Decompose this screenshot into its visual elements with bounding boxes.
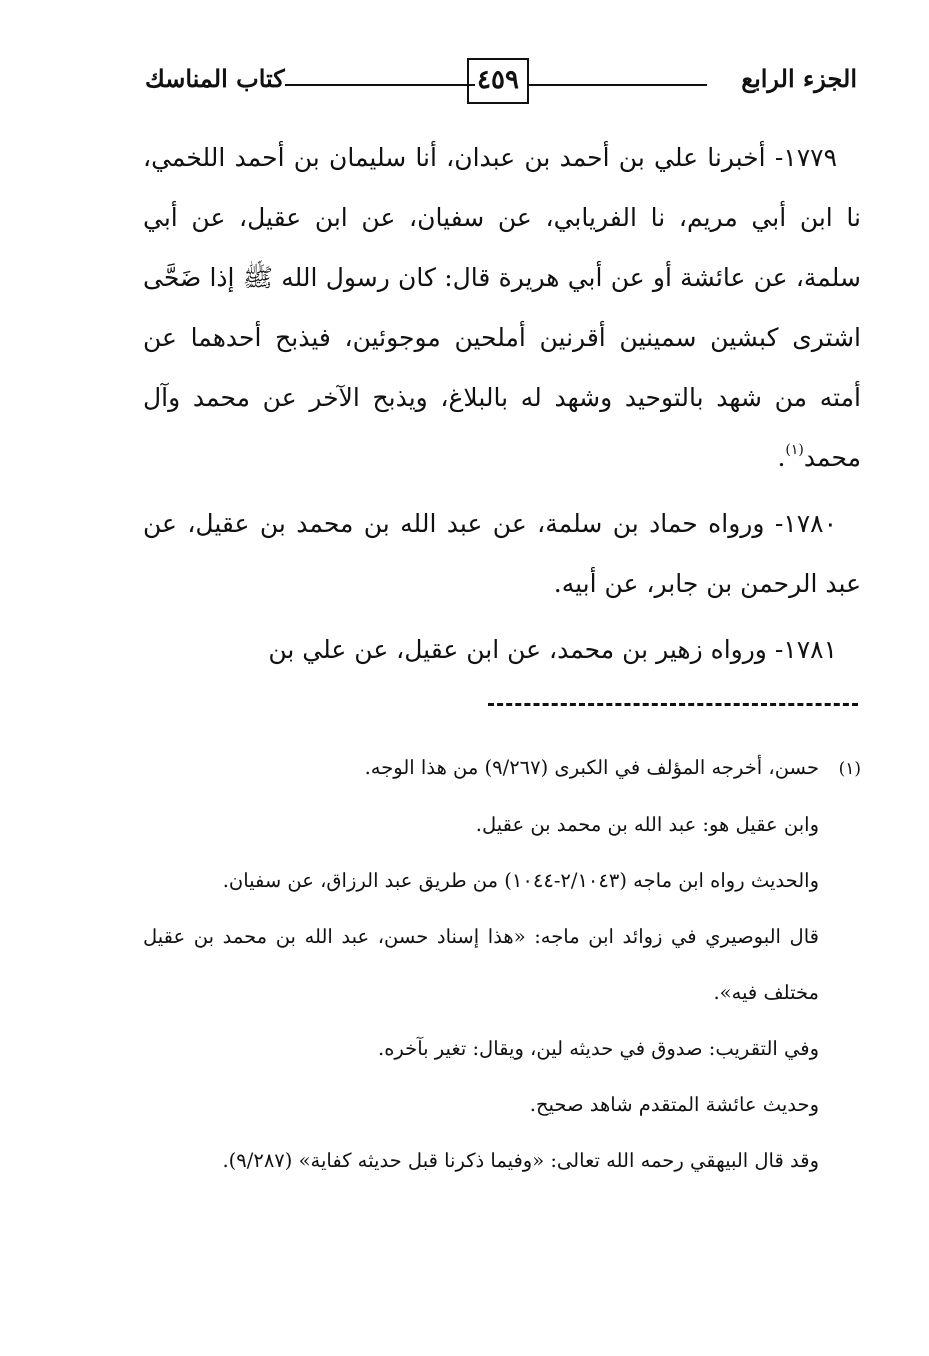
- hadith-text: ورواه زهير بن محمد، عن ابن عقيل، عن علي بن: [268, 635, 767, 664]
- running-header: [145, 58, 857, 108]
- book-title: كتاب المناسك: [145, 64, 285, 93]
- header-rule-right: [527, 84, 707, 86]
- hadith-number: ١٧٨٠-: [774, 509, 837, 538]
- footnote-line: قال البوصيري في زوائد ابن ماجه: «هذا إسناد حسن، عبد الله بن محمد بن عقيل مختلف فيه».: [143, 925, 819, 1004]
- footnote-marker: (١): [838, 759, 861, 779]
- hadith-number: ١٧٧٩-: [774, 143, 837, 172]
- footnote-separator: [488, 703, 858, 706]
- hadith-paragraph: [143, 620, 861, 680]
- hadith-text: أخبرنا علي بن أحمد بن عبدان، أنا سليمان بن أحمد اللخمي، نا ابن أبي مريم، نا الفريابي، عن سفيان، عن ابن عقيل، عن أبي سلمة، عن عائشة أو عن أبي هريرة قال: كان رسول الله ﷺ إذا ضَحَّى اشترى كبشين سمينين أقرنين أملحين موجوئين، فيذبح أحدهما عن أمته من شهد بالتوحيد وشهد له بالبلاغ، ويذبح الآخر عن محمد وآل محمد: [143, 143, 861, 472]
- footnote-line: وفي التقريب: صدوق في حديثه لين، ويقال: تغير بآخره.: [378, 1037, 819, 1060]
- footnote-line: وابن عقيل هو: عبد الله بن محمد بن عقيل.: [475, 813, 819, 836]
- hadith-paragraph: [143, 128, 861, 488]
- footnote-line: والحديث رواه ابن ماجه (٢/١٠٤٣-١٠٤٤) من طريق عبد الرزاق، عن سفيان.: [222, 869, 819, 892]
- hadith-end: .: [777, 443, 786, 472]
- footnote-line: وحديث عائشة المتقدم شاهد صحيح.: [529, 1093, 819, 1116]
- header-rule-left: [285, 84, 475, 86]
- footnotes: [143, 740, 861, 1189]
- footnote-line: [143, 740, 861, 797]
- footnote-text: حسن، أخرجه المؤلف في الكبرى (٩/٢٦٧) من هذا الوجه.: [364, 756, 819, 779]
- footnote-line: وقد قال البيهقي رحمه الله تعالى: «وفيما ذكرنا قبل حديثه كفاية» (٩/٢٨٧).: [222, 1149, 819, 1172]
- hadith-text: ورواه حماد بن سلمة، عن عبد الله بن محمد بن عقيل، عن عبد الرحمن بن جابر، عن أبيه.: [143, 509, 861, 598]
- hadith-paragraph: [143, 494, 861, 614]
- page-number: ٤٥٩: [467, 58, 529, 104]
- hadith-number: ١٧٨١-: [774, 635, 837, 664]
- main-text: [143, 128, 861, 686]
- footnote-reference[interactable]: (١): [785, 442, 804, 458]
- volume-title: الجزء الرابع: [741, 64, 857, 93]
